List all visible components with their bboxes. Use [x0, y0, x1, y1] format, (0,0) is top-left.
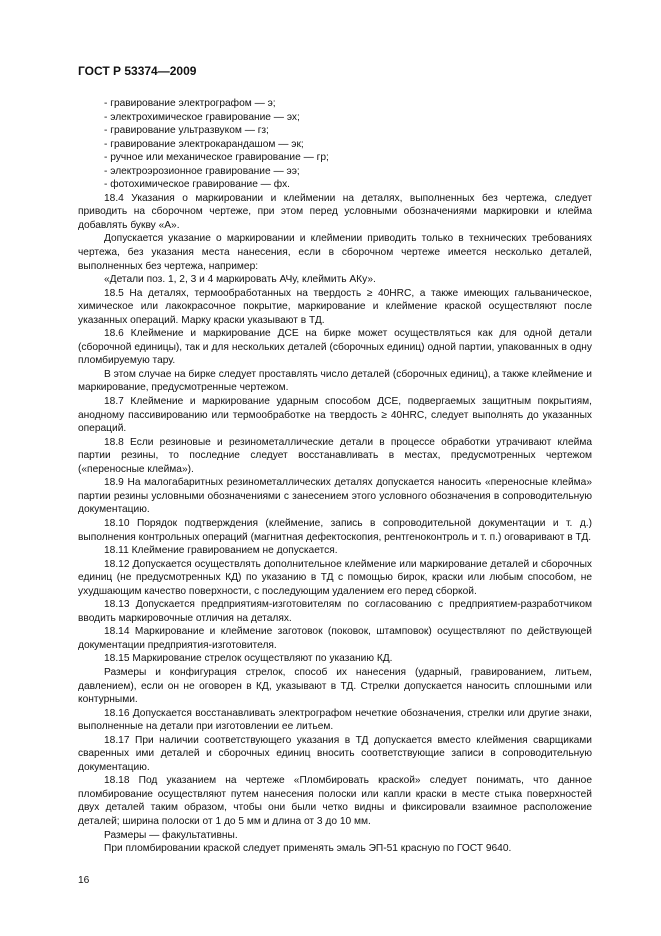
- list-item: - ручное или механическое гравирование — гр;: [104, 152, 329, 164]
- paragraph: 18.16 Допускается восстанавливать электрографом нечеткие обозначения, стрелки или другие знаки, выполненные на детали при изготовлении ее литьем.: [78, 707, 592, 733]
- paragraph: 18.6 Клеймение и маркирование ДСЕ на бирке может осуществляться как для одной детали (сборочной единицы), так и для нескольких деталей (сборочных единиц) одной партии, упакованных в одну пломбируемую тару.: [78, 328, 592, 367]
- paragraph: Допускается указание о маркировании и клеймении приводить только в технических требованиях чертежа, без указания места нанесения, если в сборочном чертеже имеется несколько деталей, выполненных без чертежа, например:: [78, 233, 592, 272]
- paragraph: 18.8 Если резиновые и резинометаллические детали в процессе обработки утрачивают клейма партии резины, то последние следует восстанавливать в местах, предусмотренных чертежом («переносные клейма»).: [78, 436, 592, 475]
- paragraph: 18.7 Клеймение и маркирование ударным способом ДСЕ, подвергаемых защитным покрытиям, анодному пассивированию или термообработке на твердость ≥ 40HRC, следует выполнять до указанных операций.: [78, 396, 592, 435]
- paragraph: 18.10 Порядок подтверждения (клеймение, запись в сопроводительной документации и т. д.) выполнения контрольных операций (магнитная дефектоскопия, рентгеноконтроль и т. п.) оговаривают в ТД.: [78, 517, 592, 543]
- paragraph: 18.14 Маркирование и клеймение заготовок (поковок, штамповок) осуществляют по действующей документации предприятия-изготовителя.: [78, 626, 592, 651]
- page-number: 16: [78, 875, 90, 886]
- list-item: - гравирование электрографом — э;: [104, 98, 276, 109]
- paragraph: 18.4 Указания о маркировании и клеймении на деталях, выполненных без чертежа, следует приводить на сборочном чертеже, при этом перед условными обозначениями маркировки и клейма добавлять букву «А».: [78, 192, 592, 231]
- paragraph: 18.18 Под указанием на чертеже «Пломбировать краской» следует понимать, что данное пломбирование осуществляют путем нанесения полоски или капли краски в месте стыка поверхностей двух деталей таким образом, чтобы они были четко видны и фиксировали взаимное расположение деталей; ширина полоски от 1 до 5 мм и длина от 3 до 10 мм.: [78, 775, 592, 827]
- paragraph: 18.13 Допускается предприятиям-изготовителям по согласованию с предприятием-разработчиком вводить маркировочные отличия на деталях.: [78, 599, 592, 624]
- page-body: [78, 97, 592, 856]
- list-item: - гравирование ультразвуком — гз;: [104, 125, 269, 137]
- document-header: ГОСТ Р 53374—2009: [78, 64, 197, 78]
- paragraph: 18.15 Маркирование стрелок осуществляют по указанию КД.: [104, 653, 393, 665]
- list-item: - электроэрозионное гравирование — ээ;: [104, 165, 300, 177]
- paragraph: Размеры — факультативны.: [104, 829, 238, 841]
- paragraph: 18.5 На деталях, термообработанных на твердость ≥ 40HRC, а также имеющих гальваническое, химическое или лакокрасочное покрытие, маркирование и клеймение краской осуществляют после указанных операций. Марку краски указывают в ТД.: [78, 287, 592, 326]
- list-item: - электрохимическое гравирование — эх;: [104, 111, 300, 123]
- list-item: - фотохимическое гравирование — фх.: [104, 179, 291, 191]
- paragraph: 18.12 Допускается осуществлять дополнительное клеймение или маркирование деталей и сборочных единиц (не предусмотренных КД) по указанию в ТД с помощью бирок, краски или любым способом, не ухудшающим качество поверхности, с последующим удалением его перед сборкой.: [78, 558, 592, 597]
- paragraph: 18.11 Клеймение гравированием не допускается.: [104, 545, 338, 557]
- paragraph: Размеры и конфигурация стрелок, способ их нанесения (ударный, гравированием, литьем, давлением), если он не оговорен в КД, указывают в ТД. Стрелки допускается наносить сплошными или контурными.: [78, 666, 592, 706]
- paragraph: В этом случае на бирке следует проставлять число деталей (сборочных единиц), а также клеймение и маркирование, предусмотренные чертежом.: [78, 368, 592, 394]
- paragraph: 18.17 При наличии соответствующего указания в ТД допускается вместо клеймения сварщиками сваренных ими деталей и сборочных единиц вносить соответствующие записи в сопроводительную документацию.: [78, 734, 592, 773]
- paragraph: «Детали поз. 1, 2, 3 и 4 маркировать АЧу, клеймить АКу».: [104, 274, 376, 286]
- list-item: - гравирование электрокарандашом — эк;: [104, 138, 304, 150]
- paragraph: 18.9 На малогабаритных резинометаллических деталях допускается наносить «переносные клейма» партии резины условными обозначениями с занесением этого условного обозначения в сопроводительную документацию.: [78, 477, 592, 516]
- paragraph: При пломбировании краской следует применять эмаль ЭП-51 красную по ГОСТ 9640.: [104, 843, 512, 855]
